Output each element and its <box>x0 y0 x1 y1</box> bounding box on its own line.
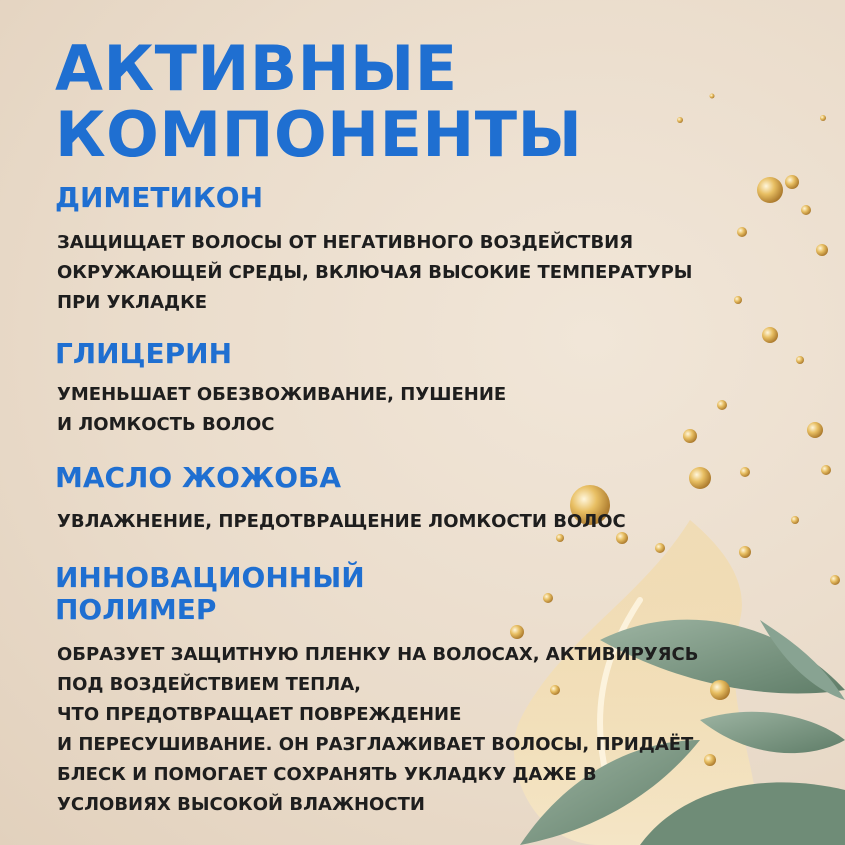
component-heading-polymer: ИННОВАЦИОННЫЙ ПОЛИМЕР <box>55 561 365 626</box>
component-heading-jojoba-oil: МАСЛО ЖОЖОБА <box>55 461 342 494</box>
component-description-glycerin: УМЕНЬШАЕТ ОБЕЗВОЖИВАНИЕ, ПУШЕНИЕ И ЛОМКОСТЬ ВОЛОС <box>57 384 507 435</box>
page-title-line-2: КОМПОНЕНТЫ <box>55 98 583 171</box>
component-description-dimethicone: ЗАЩИЩАЕТ ВОЛОСЫ ОТ НЕГАТИВНОГО ВОЗДЕЙСТВИЯ ОКРУЖАЮЩЕЙ СРЕДЫ, ВКЛЮЧАЯ ВЫСОКИЕ ТЕМПЕРАТУРЫ ПРИ УКЛАДКЕ <box>57 232 693 313</box>
component-description-polymer: ОБРАЗУЕТ ЗАЩИТНУЮ ПЛЕНКУ НА ВОЛОСАХ, АКТИВИРУЯСЬ ПОД ВОЗДЕЙСТВИЕМ ТЕПЛА, ЧТО ПРЕДОТВРАЩАЕТ ПОВРЕЖДЕНИЕ И ПЕРЕСУШИВАНИЕ. ОН РАЗГЛАЖИВАЕТ ВОЛОСЫ, ПРИДАЁТ БЛЕСК И ПОМОГАЕТ СОХРАНЯТЬ УКЛАДКУ ДАЖЕ В УСЛОВИЯХ ВЫСОКОЙ ВЛАЖНОСТИ <box>57 644 699 815</box>
component-heading-glycerin: ГЛИЦЕРИН <box>55 337 233 370</box>
page-title <box>55 32 583 171</box>
component-description-jojoba-oil: УВЛАЖНЕНИЕ, ПРЕДОТВРАЩЕНИЕ ЛОМКОСТИ ВОЛОС <box>57 511 626 532</box>
component-heading-dimethicone: ДИМЕТИКОН <box>55 181 264 214</box>
page-title-line-1: АКТИВНЫЕ <box>55 32 458 105</box>
